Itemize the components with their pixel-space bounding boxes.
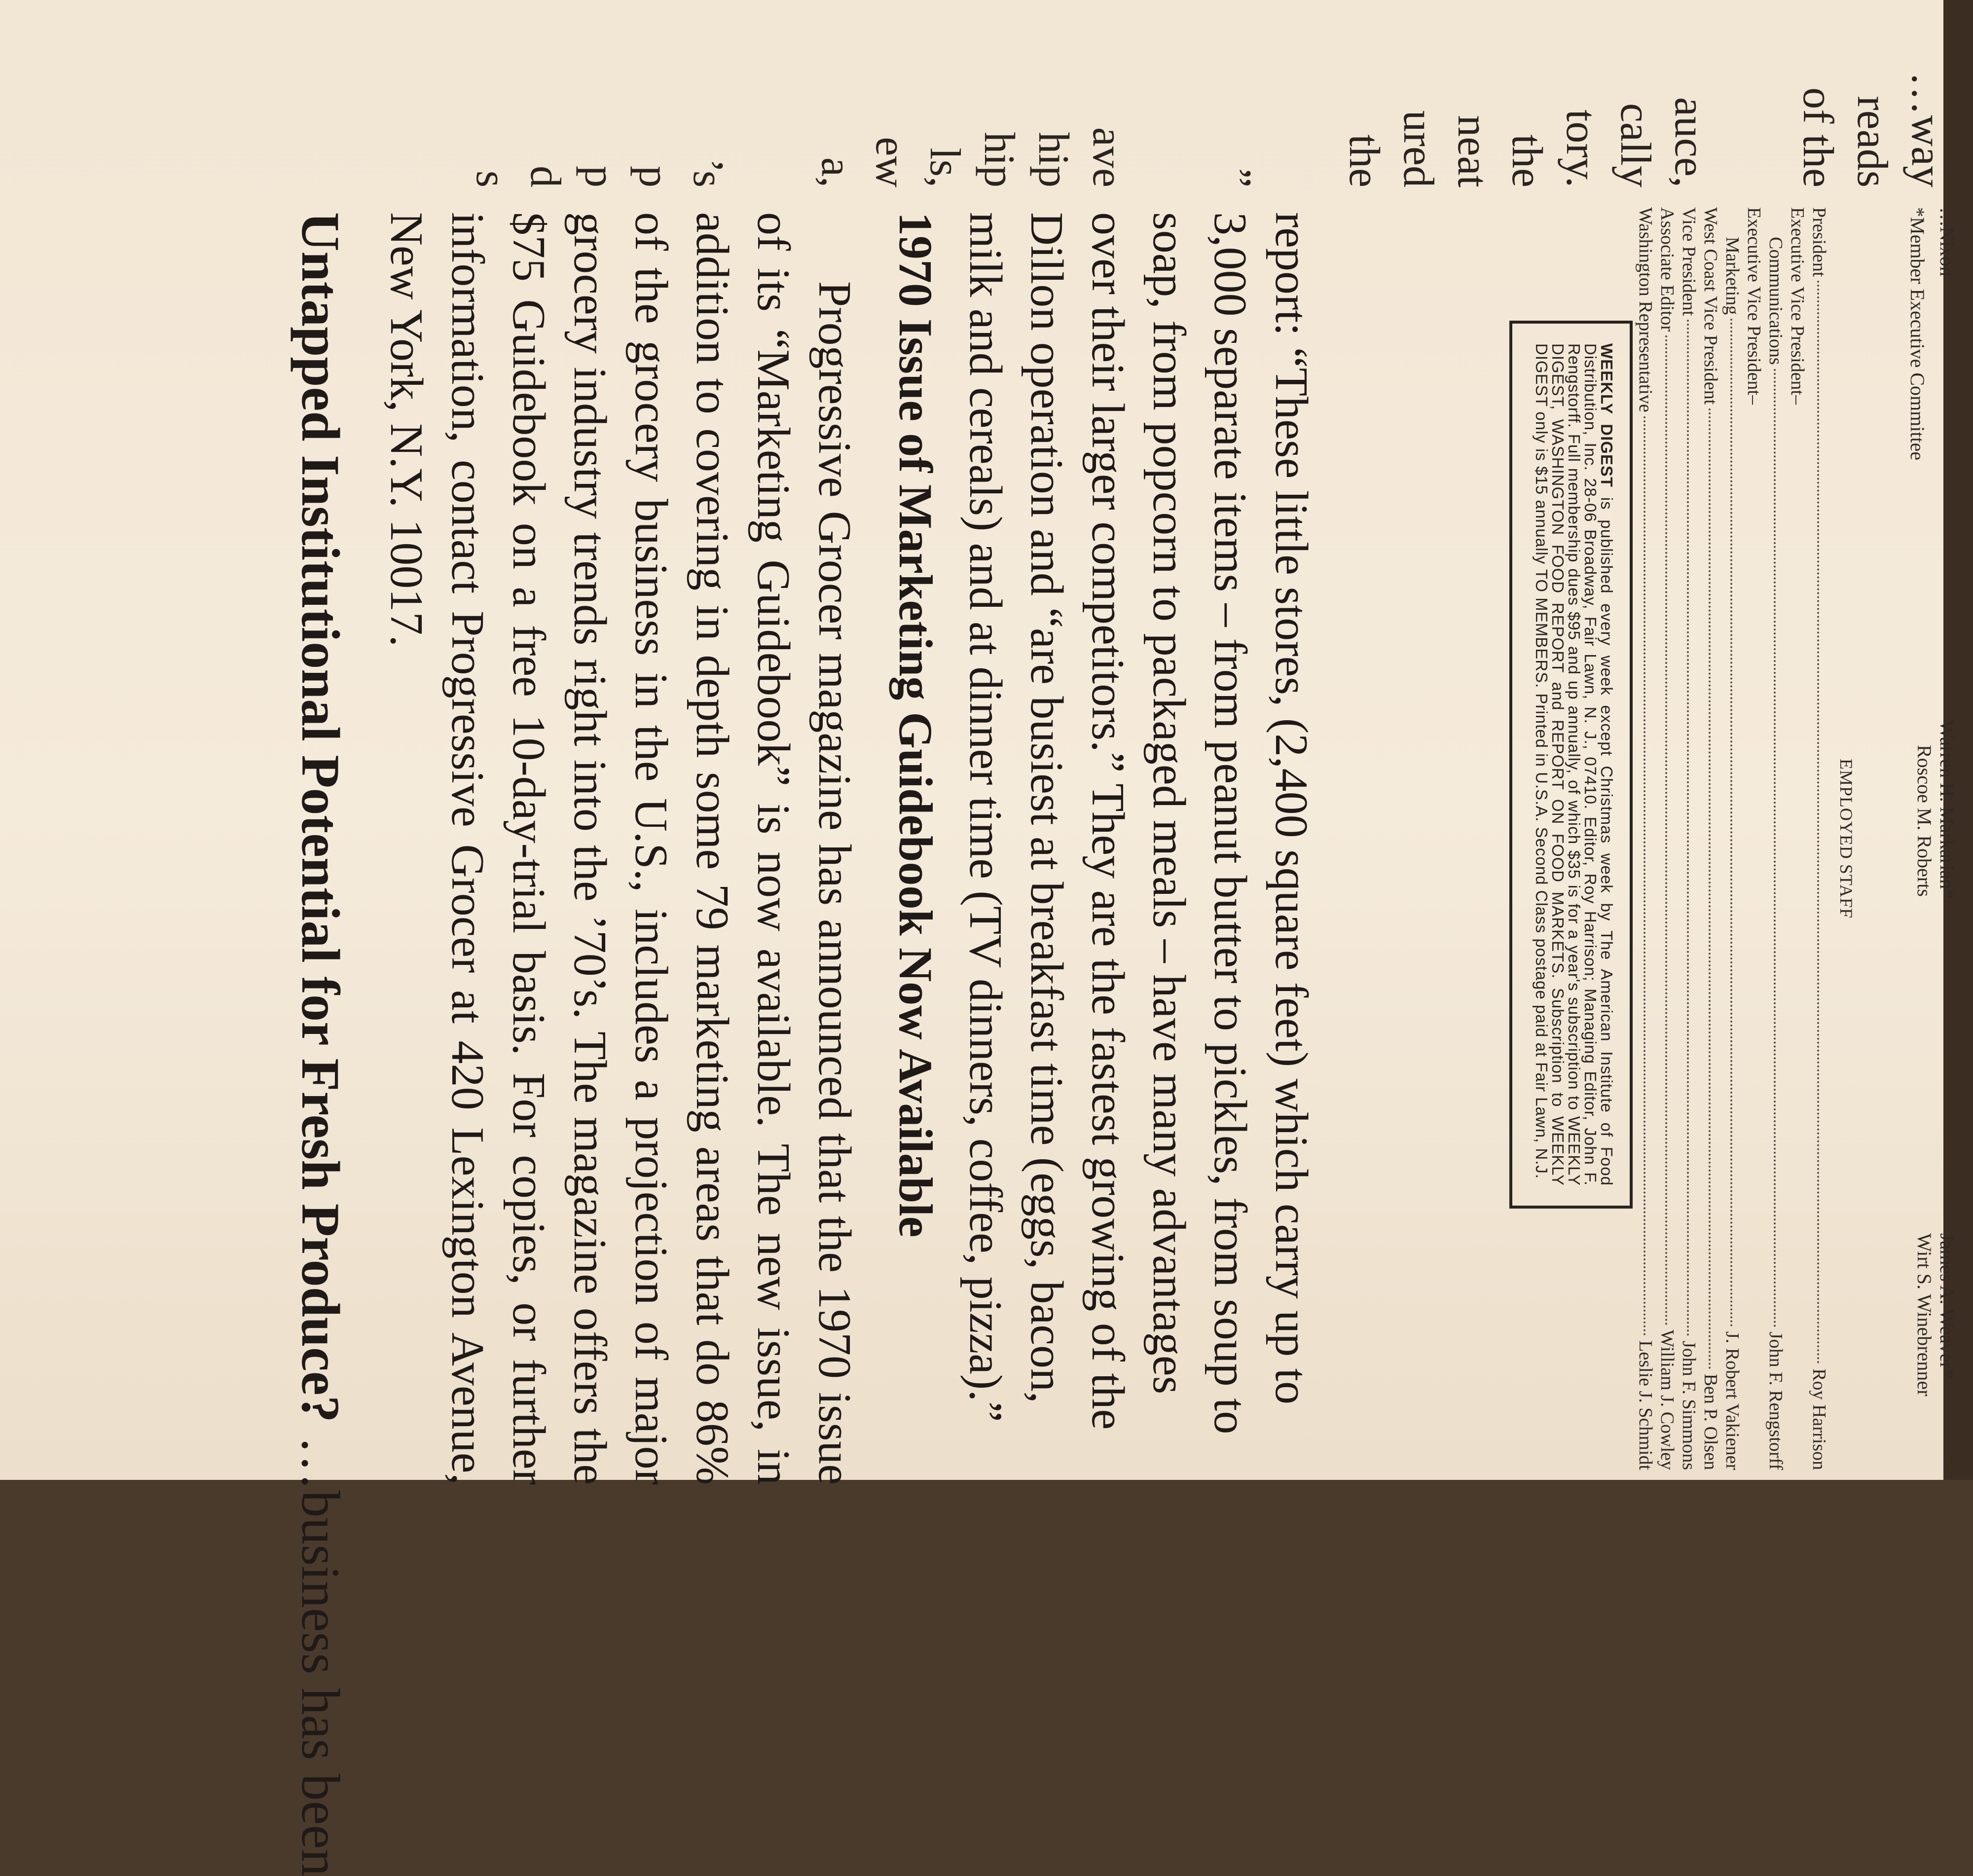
staff-role: Vice President <box>1679 207 1699 316</box>
article-paragraph: Progressive Grocer magazine has announced that the 1970 issue of its “Marketing Guidebook” is now available. The new issue, in addition to covering in depth some 79 marketing areas that do 86% of the grocery business in the U.S., includes a projection of major grocery industry trends right into the ’70’s. The magazine offers the $75 Guidebook on a free 10-day-trial basis. For copies, or further information, contact Progressive Grocer at 420 Lexington Avenue, New York, N.Y. 10017. <box>381 212 860 1485</box>
text-fragment: p <box>576 166 623 187</box>
article-paragraph: report: “These little stores, (2,400 square feet) which carry up to 3,000 separate items – from peanut butter to pickles, from soup to soap, from popcorn to packaged meals – have many advantages over their larger competitors.” They are the fastest growing of the Dillon operation and “are busiest at breakfast time (eggs, bacon, milk and cereals) and at dinner time (TV dinners, coffee, pizza).” <box>960 212 1317 1435</box>
text-fragment: s <box>467 170 515 187</box>
text-fragment: p <box>630 166 678 187</box>
staff-role: Executive Vice President– <box>1787 207 1808 405</box>
staff-role: Executive Vice President– <box>1744 207 1764 405</box>
notice-text: is published every week except Christmas week by The American Institute of Food Distribution, Inc. 28-06 Broadway, Fair Lawn, N. J., 07410. Editor, Roy Harrison; Managing Editor, John F. Rengstorff. Full membership dues $95 and up annually, of which $35 is for a year's subscription to WEEKLY DIGEST, WASHINGTON FOOD REPORT and REPORT ON FOOD MARKETS. Subscription to WEEKLY DIGEST only is $15 annually TO MEMBERS. Printed in U.S.A. Second Class postage paid at Fair Lawn, N.J. <box>1533 343 1616 1186</box>
staff-role: Washington Representative <box>1635 207 1656 412</box>
text-fragment: reads <box>1848 96 1896 187</box>
footnote: *Member Executive Committee <box>1906 207 1929 461</box>
staff-name: John F. Simmons <box>1679 1341 1699 1470</box>
article-headline: 1970 Issue of Marketing Guidebook Now Available <box>889 212 942 1238</box>
text-fragment: cally <box>1611 103 1659 187</box>
staff-row <box>1765 207 1787 1470</box>
article-headline <box>290 212 351 1876</box>
staff-heading: EMPLOYED STAFF <box>1836 758 1856 919</box>
text-fragment: ured <box>1394 110 1442 187</box>
staff-role: West Coast Vice President <box>1700 207 1721 405</box>
staff-role: President <box>1809 207 1829 277</box>
text-fragment: tory. <box>1557 109 1605 187</box>
text-fragment: ’s <box>684 158 732 187</box>
left-column-fragments <box>464 10 1953 187</box>
staff-row <box>1678 207 1700 1470</box>
notice-title: WEEKLY DIGEST <box>1598 343 1616 488</box>
officer-name: Roscoe M. Roberts <box>1913 745 1936 897</box>
text-fragment: neat <box>1449 115 1497 187</box>
text-fragment: the <box>1503 134 1551 187</box>
staff-name: J. Robert Vakiener <box>1722 1331 1743 1470</box>
staff-row <box>1635 207 1656 1470</box>
staff-row <box>1656 207 1678 1470</box>
officer-name: Warren H. Markarian* <box>1936 720 1958 899</box>
staff-name: Ben P. Olsen <box>1700 1373 1721 1470</box>
text-fragment: ls, <box>921 147 969 187</box>
text-fragment: of the <box>1794 87 1842 187</box>
officer-name: Wirt S. Winebrenner <box>1913 1233 1936 1397</box>
subscription-notice-box <box>1509 321 1633 1209</box>
staff-row <box>1700 207 1721 1470</box>
text-fragment: hip <box>975 132 1023 187</box>
staff-role: Communications <box>1765 237 1786 365</box>
masthead <box>1635 207 1958 1470</box>
staff-name: John F. Rengstorff <box>1765 1331 1786 1470</box>
staff-role: Associate Editor <box>1657 207 1678 332</box>
officers-list <box>1860 207 1958 1470</box>
text-fragment: d <box>521 166 569 187</box>
text-fragment: hip <box>1029 132 1077 187</box>
text-fragment: the <box>1340 134 1388 187</box>
article-fragment: …business has been <box>291 1436 351 1876</box>
text-fragment: ew <box>867 137 914 187</box>
staff-row <box>1743 207 1765 1470</box>
staff-name: Roy Harrison <box>1809 1368 1829 1470</box>
staff-row <box>1787 207 1808 1470</box>
staff-name: Leslie J. Schmidt <box>1635 1340 1656 1470</box>
officer-name: …Nixon <box>1936 207 1958 276</box>
text-fragment: ave <box>1084 127 1132 187</box>
staff-row <box>1721 207 1743 1470</box>
article-headline-text: Untapped Institutional Potential for Fresh Produce? <box>291 212 351 1423</box>
text-fragment: a, <box>812 157 860 187</box>
article-body <box>290 212 1322 1876</box>
text-fragment: ” <box>1212 168 1260 187</box>
staff-row <box>1808 207 1830 1470</box>
text-fragment: …way <box>1902 72 1950 187</box>
staff-name: William J. Cowley <box>1657 1329 1678 1470</box>
officer-name: James A. Weaver* <box>1936 1233 1958 1379</box>
staff-role: Marketing <box>1722 237 1743 315</box>
text-fragment: auce, <box>1666 97 1714 187</box>
